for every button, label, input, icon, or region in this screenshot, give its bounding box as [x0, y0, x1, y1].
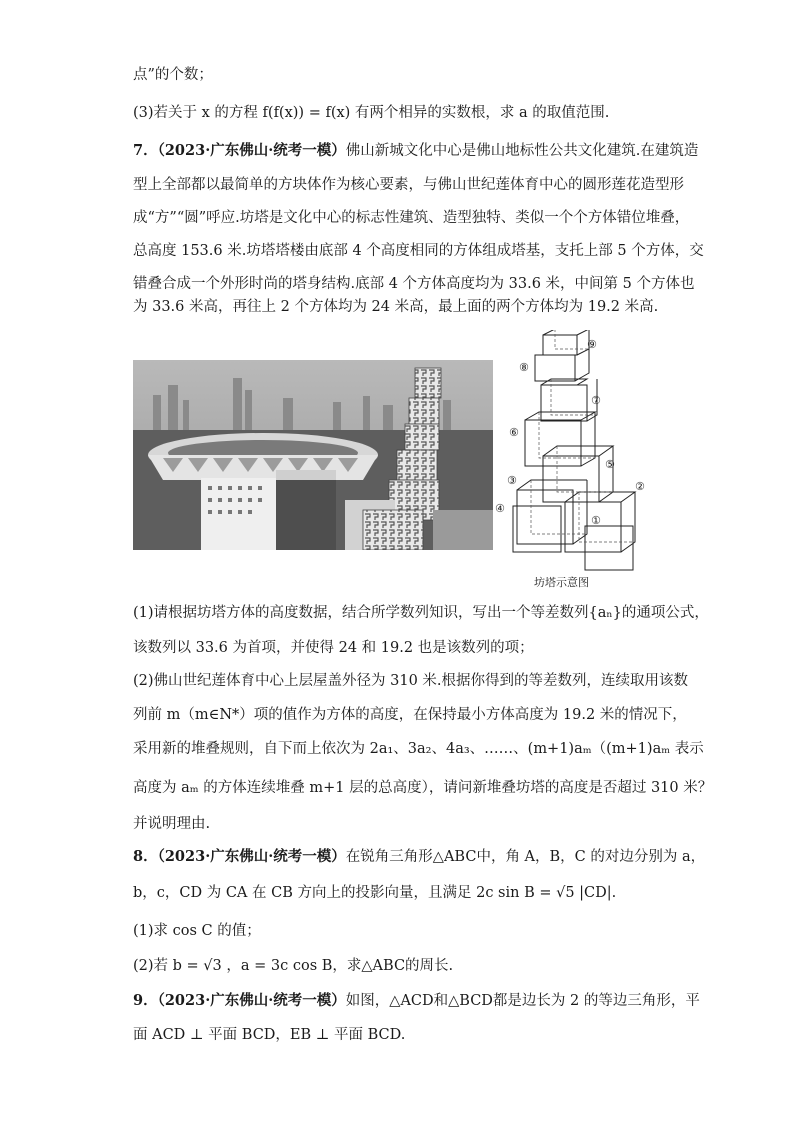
label-9: ⑨ [587, 338, 597, 351]
question-7-header [133, 142, 698, 160]
text-line: (1)请根据坊塔方体的高度数据，结合所学数列知识，写出一个等差数列{aₙ}的通项公式， [133, 605, 709, 621]
label-8: ⑧ [519, 361, 529, 374]
label-1: ① [591, 514, 601, 527]
question-8-header [133, 848, 705, 866]
text-line: 采用新的堆叠规则，自下而上依次为 2a₁、3a₂、4a₃、……、(m+1)aₘ（(m+1)aₘ 表示 [133, 741, 704, 757]
text-line: (3)若关于 x 的方程 f(f(x)) = f(x) 有两个相异的实数根，求 a 的取值范围. [133, 105, 610, 121]
text-line: 面 ACD ⊥ 平面 BCD，EB ⊥ 平面 BCD. [133, 1027, 406, 1043]
label-2: ② [635, 480, 645, 493]
text-line: (2)佛山世纪莲体育中心上层屋盖外径为 310 米.根据你得到的等差数列，连续取用该数 [133, 673, 689, 689]
question-9-header [133, 992, 700, 1010]
text-line: 型上全部都以最简单的方块体作为核心要素，与佛山世纪莲体育中心的圆形莲花造型形 [133, 177, 684, 193]
label-6: ⑥ [509, 426, 519, 439]
text-line: 点”的个数； [133, 67, 213, 83]
label-5: ⑤ [605, 458, 615, 471]
text-line: 成“方”“圆”呼应.坊塔是文化中心的标志性建筑、造型独特、类似一个个方体错位堆叠， [133, 210, 690, 226]
text-line: (1)求 cos C 的值； [133, 923, 261, 939]
question-number: 9．（2023·广东佛山·统考一模） [133, 992, 346, 1009]
text-line: 高度为 aₘ 的方体连续堆叠 m+1 层的总高度），请问新堆叠坊塔的高度是否超过 310 米？ [133, 780, 713, 796]
label-4: ④ [495, 502, 505, 515]
text-line: 该数列以 33.6 为首项，并使得 24 和 19.2 也是该数列的项； [133, 640, 534, 656]
text-span: 在锐角三角形△ABC中，角 A，B，C 的对边分别为 a， [345, 849, 706, 865]
text-line: 总高度 153.6 米.坊塔塔楼由底部 4 个高度相同的方体组成塔基，支托上部 5 个方体，交 [133, 243, 704, 259]
text-span: 佛山新城文化中心是佛山地标性公共文化建筑.在建筑造 [345, 143, 699, 159]
label-3: ③ [507, 474, 517, 487]
text-span: 如图，△ACD和△BCD都是边长为 2 的等边三角形，平 [345, 993, 700, 1009]
text-line: b，c，CD 为 CA 在 CB 方向上的投影向量，且满足 2c sin B = √5 |CD|. [133, 885, 617, 901]
text-line: 错叠合成一个外形时尚的塔身结构.底部 4 个方体高度均为 33.6 米，中间第 5 个方体也 [133, 276, 695, 292]
text-line: 并说明理由. [133, 816, 211, 832]
question-number: 7．（2023·广东佛山·统考一模） [133, 142, 346, 159]
tower-diagram [495, 330, 665, 580]
city-photo [133, 360, 493, 550]
text-line: (2)若 b = √3 ，a = 3c cos B，求△ABC的周长. [133, 958, 454, 974]
diagram-caption: 坊塔示意图 [534, 576, 589, 589]
text-line: 为 33.6 米高，再往上 2 个方体均为 24 米高，最上面的两个方体均为 19.2 米高. [133, 299, 659, 315]
label-7: ⑦ [591, 394, 601, 407]
text-line: 列前 m（m∈N*）项的值作为方体的高度，在保持最小方体高度为 19.2 米的情况下， [133, 707, 687, 723]
question-number: 8．（2023·广东佛山·统考一模） [133, 848, 346, 865]
